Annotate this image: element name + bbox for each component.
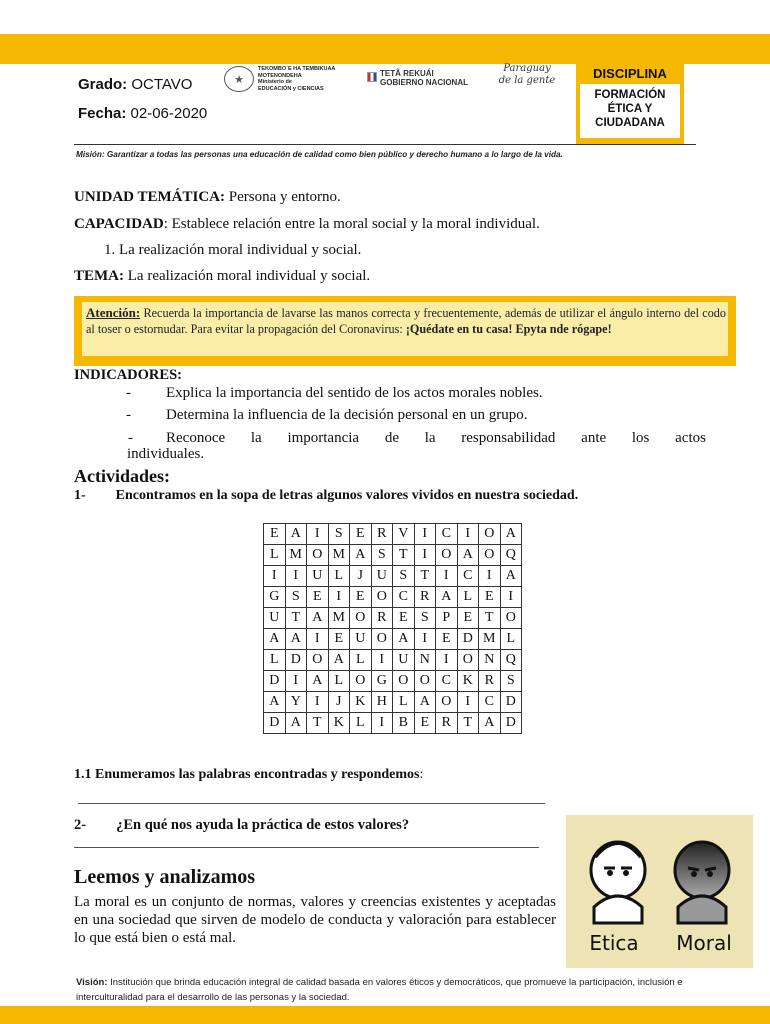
grid-cell: C xyxy=(393,587,415,608)
header-divider xyxy=(74,144,696,145)
grade-value: OCTAVO xyxy=(131,76,193,93)
grid-cell: R xyxy=(436,713,458,734)
grid-cell: S xyxy=(393,566,415,587)
grid-cell: S xyxy=(414,608,436,629)
thematic-unit xyxy=(74,189,341,206)
ministry-logo-line: EDUCACIÓN y CIENCIAS xyxy=(258,85,324,92)
grid-cell: T xyxy=(457,713,479,734)
grid-cell: I xyxy=(371,713,393,734)
paraguay-logo xyxy=(492,63,562,87)
grid-cell: J xyxy=(328,692,350,713)
question-2-number: 2- xyxy=(74,817,87,833)
grid-row xyxy=(264,587,522,608)
grid-row xyxy=(264,545,522,566)
grid-cell: A xyxy=(436,587,458,608)
question-1-number: 1- xyxy=(74,488,86,503)
indicator-word: Reconoce xyxy=(166,430,226,446)
grid-cell: I xyxy=(414,524,436,545)
ethics-moral-drawing xyxy=(566,815,753,968)
grid-cell: I xyxy=(500,587,522,608)
grid-cell: O xyxy=(479,545,501,566)
grid-cell: G xyxy=(371,671,393,692)
capacity-value: : Establece relación entre la moral social y la moral individual. xyxy=(163,216,540,232)
grade-label: Grado: xyxy=(78,76,128,93)
grid-cell: D xyxy=(264,671,286,692)
grid-cell: O xyxy=(307,545,329,566)
grid-cell: E xyxy=(350,524,372,545)
ministry-logo-line: Ministerio de xyxy=(258,79,292,85)
grid-cell: O xyxy=(393,671,415,692)
ethics-label: Etica xyxy=(589,931,639,955)
grid-row xyxy=(264,671,522,692)
reading-title: Leemos y analizamos xyxy=(74,866,256,888)
grid-cell: O xyxy=(436,692,458,713)
grid-cell: L xyxy=(350,650,372,671)
grid-cell: D xyxy=(457,629,479,650)
question-2 xyxy=(74,817,409,834)
ministry-logo-line: MOTENONDEHA xyxy=(258,72,302,79)
grid-cell: U xyxy=(350,629,372,650)
grid-row xyxy=(264,713,522,734)
grid-cell: A xyxy=(328,650,350,671)
attention-label: Atención: xyxy=(86,305,141,320)
grid-row xyxy=(264,608,522,629)
grid-cell: I xyxy=(328,587,350,608)
grid-cell: A xyxy=(285,524,307,545)
question-1-text: Encontramos en la sopa de letras algunos valores vividos en nuestra sociedad. xyxy=(115,488,579,503)
grid-cell: L xyxy=(393,692,415,713)
grid-cell: D xyxy=(285,650,307,671)
grid-cell: O xyxy=(500,608,522,629)
attention-closing: ¡Quédate en tu casa! Epyta nde rógape! xyxy=(405,322,612,336)
grid-cell: O xyxy=(457,650,479,671)
grid-cell: O xyxy=(436,545,458,566)
grid-cell: K xyxy=(350,692,372,713)
moral-face-icon xyxy=(675,842,729,923)
grid-cell: I xyxy=(285,566,307,587)
question-2-text: ¿En qué nos ayuda la práctica de estos valores? xyxy=(116,817,410,833)
grid-cell: A xyxy=(307,671,329,692)
indicator-word: la xyxy=(424,430,436,446)
indicator-word: responsabilidad xyxy=(461,430,556,446)
grid-cell: L xyxy=(328,566,350,587)
grid-cell: I xyxy=(285,671,307,692)
indicators-title: INDICADORES: xyxy=(74,367,182,383)
indicator-word: los xyxy=(631,430,650,446)
grid-cell: A xyxy=(393,629,415,650)
grid-cell: R xyxy=(479,671,501,692)
answer-line xyxy=(78,803,545,804)
grid-cell: H xyxy=(371,692,393,713)
grid-cell: I xyxy=(371,650,393,671)
topic xyxy=(74,268,370,285)
thematic-unit-value: Persona y entorno. xyxy=(224,189,341,205)
paraguay-logo-line: Paraguay xyxy=(503,63,551,74)
grid-cell: E xyxy=(328,629,350,650)
grid-row xyxy=(264,629,522,650)
indicator-word: de xyxy=(384,430,399,446)
grid-cell: I xyxy=(457,692,479,713)
grid-cell: O xyxy=(350,608,372,629)
ministry-logo-text xyxy=(258,66,335,92)
grid-cell: E xyxy=(350,587,372,608)
grid-cell: A xyxy=(285,629,307,650)
word-search-grid xyxy=(263,523,522,734)
grid-cell: C xyxy=(436,671,458,692)
ethics-face-icon xyxy=(591,842,645,923)
mission-statement: Misión: Garantizar a todas las personas una educación de calidad como bien público y derecho humano a lo largo de la vida. xyxy=(76,150,563,159)
government-logo xyxy=(367,70,487,90)
grid-cell: O xyxy=(307,650,329,671)
grid-cell: I xyxy=(436,566,458,587)
grid-cell: D xyxy=(500,713,522,734)
grid-cell: O xyxy=(350,671,372,692)
ministry-logo-line: TEKOMBO´E HA TEMBIKUAA xyxy=(258,66,336,72)
grid-cell: E xyxy=(264,524,286,545)
indicator-item: Explica la importancia del sentido de los actos morales nobles. xyxy=(166,385,543,401)
grid-cell: T xyxy=(479,608,501,629)
question-1 xyxy=(74,487,694,505)
grid-cell: M xyxy=(479,629,501,650)
government-logo-text xyxy=(380,70,468,87)
grid-cell: R xyxy=(371,524,393,545)
grid-cell: I xyxy=(307,692,329,713)
indicator-word: la xyxy=(250,430,262,446)
grid-cell: E xyxy=(307,587,329,608)
discipline-title: DISCIPLINA xyxy=(593,66,667,81)
thematic-unit-label: UNIDAD TEMÁTICA: xyxy=(74,189,225,205)
grid-cell: O xyxy=(371,587,393,608)
government-logo-line: GOBIERNO NACIONAL xyxy=(380,77,468,87)
grid-cell: L xyxy=(328,671,350,692)
grid-cell: A xyxy=(457,545,479,566)
date-label: Fecha: xyxy=(78,105,127,122)
government-logo-line: TETÃ REKUÁI xyxy=(380,69,434,78)
grid-cell: L xyxy=(264,545,286,566)
grid-cell: N xyxy=(479,650,501,671)
grid-cell: I xyxy=(414,545,436,566)
attention-body: Recuerda la importancia de lavarse las manos correcta y frecuentemente, además de utilizar el ángulo interno del codo al toser o estornudar. Para evitar la propagación del Coronavirus: xyxy=(86,306,726,336)
grid-cell: A xyxy=(264,629,286,650)
grid-cell: I xyxy=(436,650,458,671)
grid-cell: K xyxy=(328,713,350,734)
vision-label: Visión: xyxy=(76,977,108,988)
grid-cell: I xyxy=(307,524,329,545)
capacity xyxy=(74,216,540,233)
grid-cell: A xyxy=(414,692,436,713)
capacity-label: CAPACIDAD xyxy=(74,216,164,232)
grid-cell: U xyxy=(264,608,286,629)
grid-cell: L xyxy=(457,587,479,608)
flag-icon xyxy=(367,72,377,82)
grid-cell: R xyxy=(414,587,436,608)
moral-label: Moral xyxy=(676,931,732,955)
grid-cell: U xyxy=(393,650,415,671)
grid-cell: J xyxy=(350,566,372,587)
grade-line xyxy=(78,76,192,93)
indicator-word: importancia xyxy=(287,430,360,446)
grid-cell: E xyxy=(479,587,501,608)
bullet-dash: - xyxy=(126,385,131,401)
grid-cell: A xyxy=(350,545,372,566)
vision-statement xyxy=(76,975,716,1005)
grid-cell: B xyxy=(393,713,415,734)
capacity-item: 1. La realización moral individual y social. xyxy=(104,242,362,258)
date-line xyxy=(78,105,207,122)
grid-cell: T xyxy=(414,566,436,587)
question-1-1 xyxy=(74,767,423,783)
ministry-logo xyxy=(224,66,364,92)
attention-text xyxy=(86,305,726,337)
grid-cell: A xyxy=(500,566,522,587)
grid-cell: G xyxy=(264,587,286,608)
grid-cell: S xyxy=(371,545,393,566)
activities-title: Actividades: xyxy=(74,466,170,486)
grid-cell: U xyxy=(371,566,393,587)
indicator-item-continuation: individuales. xyxy=(127,446,205,462)
grid-cell: I xyxy=(457,524,479,545)
grid-cell: T xyxy=(393,545,415,566)
bullet-dash: - xyxy=(126,407,131,423)
grid-cell: O xyxy=(414,671,436,692)
indicator-item: Determina la influencia de la decisión personal en un grupo. xyxy=(166,407,528,423)
grid-cell: D xyxy=(264,713,286,734)
grid-cell: C xyxy=(457,566,479,587)
grid-row xyxy=(264,692,522,713)
grid-row xyxy=(264,566,522,587)
grid-cell: Q xyxy=(500,545,522,566)
grid-cell: A xyxy=(307,608,329,629)
grid-cell: E xyxy=(436,629,458,650)
grid-cell: V xyxy=(393,524,415,545)
question-1-1-text: 1.1 Enumeramos las palabras encontradas y respondemos xyxy=(74,767,420,782)
paraguay-logo-line: de la gente xyxy=(498,75,556,86)
grid-row xyxy=(264,524,522,545)
grid-cell: P xyxy=(436,608,458,629)
answer-line xyxy=(74,847,539,848)
grid-cell: N xyxy=(414,650,436,671)
grid-cell: E xyxy=(457,608,479,629)
grid-cell: O xyxy=(371,629,393,650)
grid-cell: T xyxy=(285,608,307,629)
grid-cell: S xyxy=(285,587,307,608)
grid-cell: A xyxy=(285,713,307,734)
question-1-1-colon: : xyxy=(419,767,424,782)
grid-cell: M xyxy=(328,545,350,566)
grid-cell: I xyxy=(307,629,329,650)
reading-paragraph: La moral es un conjunto de normas, valores y creencias existentes y aceptadas en una sociedad que sirven de modelo de conducta y valoración para establecer lo que está bien o está mal. xyxy=(74,894,556,946)
grid-cell: Y xyxy=(285,692,307,713)
grid-cell: O xyxy=(479,524,501,545)
discipline-name: FORMACIÓN ÉTICA Y CIUDADANA xyxy=(594,89,666,129)
grid-cell: T xyxy=(307,713,329,734)
date-value: 02-06-2020 xyxy=(130,105,208,122)
grid-cell: L xyxy=(350,713,372,734)
indicator-item xyxy=(166,430,706,447)
topic-value: La realización moral individual y social. xyxy=(124,268,371,284)
grid-cell: C xyxy=(436,524,458,545)
grid-cell: U xyxy=(307,566,329,587)
grid-cell: R xyxy=(371,608,393,629)
vision-text: Institución que brinda educación integral de calidad basada en valores éticos y democráticos, que promueve la participación, inclusión e interculturalidad para el desarrollo de las personas y la sociedad. xyxy=(76,977,683,1003)
grid-cell: A xyxy=(500,524,522,545)
grid-cell: I xyxy=(264,566,286,587)
grid-cell: I xyxy=(414,629,436,650)
ethics-moral-illustration xyxy=(566,815,753,968)
indicator-word: actos xyxy=(675,430,706,446)
grid-cell: L xyxy=(500,629,522,650)
grid-cell: I xyxy=(479,566,501,587)
bottom-color-band xyxy=(0,1006,770,1024)
grid-cell: A xyxy=(264,692,286,713)
national-seal-icon: ★ xyxy=(224,66,254,92)
grid-cell: A xyxy=(479,713,501,734)
indicator-word: ante xyxy=(581,430,607,446)
grid-cell: D xyxy=(500,692,522,713)
grid-cell: E xyxy=(414,713,436,734)
grid-cell: Q xyxy=(500,650,522,671)
grid-cell: K xyxy=(457,671,479,692)
grid-cell: S xyxy=(328,524,350,545)
grid-cell: L xyxy=(264,650,286,671)
grid-cell: C xyxy=(479,692,501,713)
grid-cell: S xyxy=(500,671,522,692)
topic-label: TEMA: xyxy=(74,268,124,284)
bullet-dash: - xyxy=(128,430,133,446)
grid-cell: E xyxy=(393,608,415,629)
grid-cell: M xyxy=(328,608,350,629)
grid-row xyxy=(264,650,522,671)
grid-cell: M xyxy=(285,545,307,566)
